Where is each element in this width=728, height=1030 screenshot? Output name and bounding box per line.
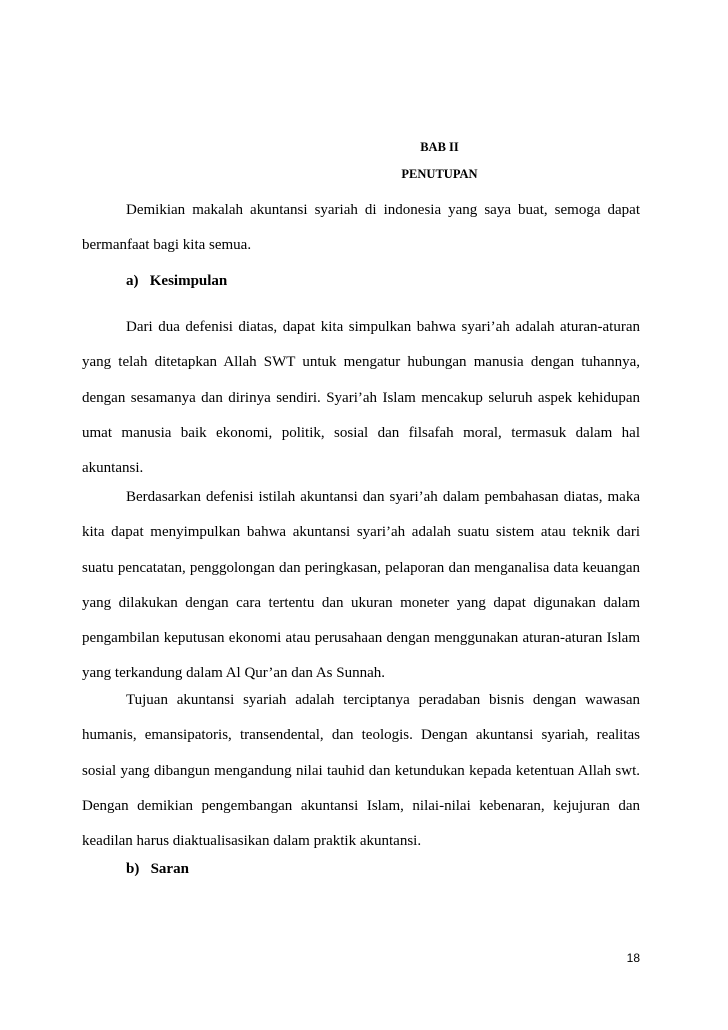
kesimpulan-paragraph-1: Dari dua defenisi diatas, dapat kita simpulkan bahwa syari’ah adalah aturan-aturan yang telah ditetapkan Allah SWT untuk mengatur hubungan manusia dengan tuhannya, dengan sesamanya dan dirinya sendiri. Syari’ah Islam mencakup seluruh aspek kehidupan umat manusia baik ekonomi, politik, sosial dan filsafah moral, termasuk dalam hal akuntansi. xyxy=(82,319,640,477)
kesimpulan-paragraph-2: Berdasarkan defenisi istilah akuntansi dan syari’ah dalam pembahasan diatas, maka kita dapat menyimpulkan bahwa akuntansi syari’ah adalah suatu sistem atau teknik dari suatu pencatatan, penggolongan dan peringkasan, pelaporan dan menganalisa data keuangan yang dilakukan dengan cara tertentu dan ukuran moneter yang dapat digunakan dalam pengambilan keputusan ekonomi atau perusahaan dengan menggunakan aturan-aturan Islam yang terkandung dalam Al Qur’an dan As Sunnah. xyxy=(82,489,640,682)
section-b-heading-block xyxy=(82,852,640,887)
kesimpulan-paragraph-1-block xyxy=(82,310,640,486)
intro-block xyxy=(82,193,640,264)
chapter-title: PENUTUPAN xyxy=(401,167,478,181)
chapter-number: BAB II xyxy=(420,140,459,154)
page-number: 18 xyxy=(626,951,640,965)
kesimpulan-paragraph-2-block xyxy=(82,480,640,692)
intro-paragraph: Demikian makalah akuntansi syariah di indonesia yang saya buat, semoga dapat bermanfaat bagi kita semua. xyxy=(82,202,640,254)
kesimpulan-paragraph-3: Tujuan akuntansi syariah adalah terciptanya peradaban bisnis dengan wawasan humanis, emansipatoris, transendental, dan teologis. Dengan akuntansi syariah, realitas sosial yang dibangun mengandung nilai tauhid dan ketundukan kepada ketentuan Allah swt. Dengan demikian pengembangan akuntansi Islam, nilai-nilai kebenaran, kejujuran dan keadilan harus diaktualisasikan dalam praktik akuntansi. xyxy=(82,692,640,850)
section-heading-kesimpulan: a) Kesimpulan xyxy=(126,273,228,289)
section-a-heading-block xyxy=(82,264,640,299)
kesimpulan-paragraph-3-block xyxy=(82,683,640,859)
section-heading-saran: b) Saran xyxy=(126,861,189,877)
